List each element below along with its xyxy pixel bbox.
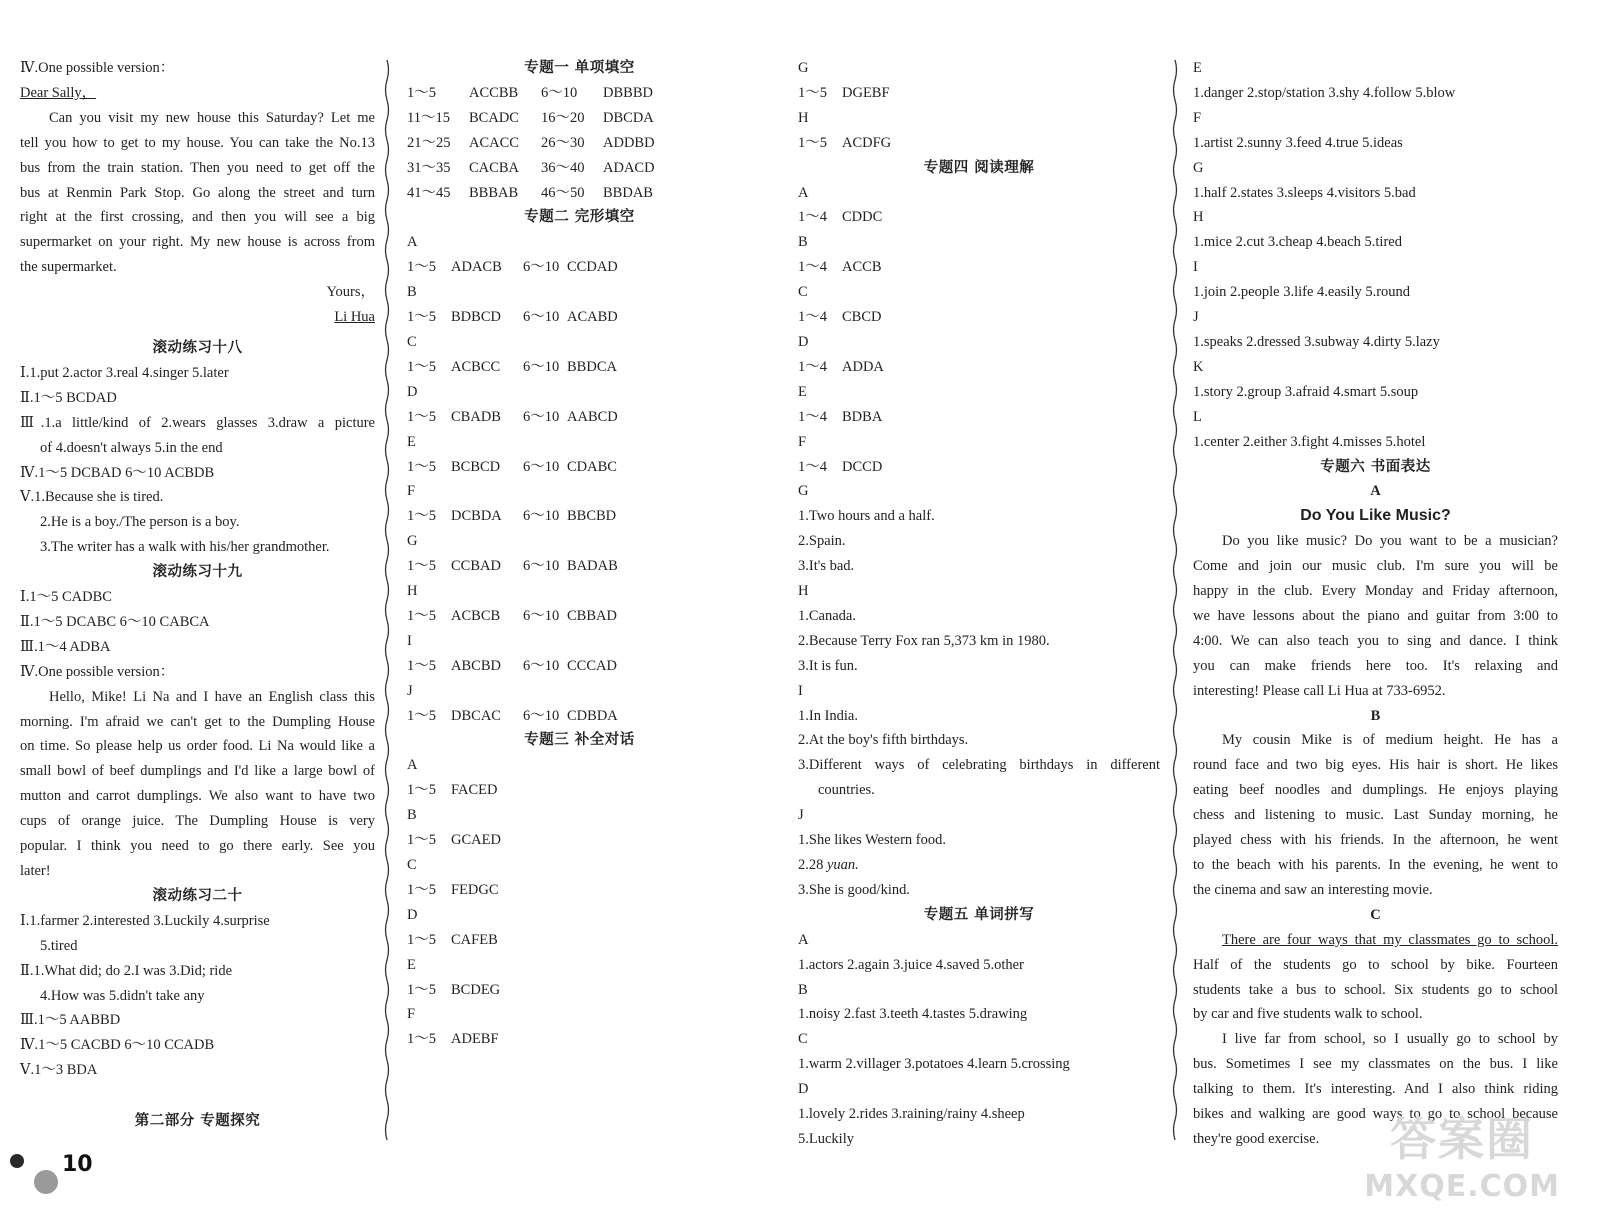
answer-row [798, 355, 1160, 380]
section-label: D [798, 333, 809, 350]
answer-cell: 1～4 [798, 259, 827, 276]
page-number: 10 [62, 1152, 93, 1177]
answer-cell: BBBAB [469, 184, 519, 201]
ex18-line: Ⅰ.1.put 2.actor 3.real 4.singer 5.later [20, 364, 229, 381]
answer-cell: 11～15 [407, 109, 450, 126]
ex19-para-line: small bowl of beef dumplings and I'd like a large bowl of [20, 763, 375, 780]
essay-line: the cinema and saw an interesting movie. [1193, 881, 1433, 898]
answer-cell: CDABC [567, 458, 617, 475]
answer-line: 1.warm 2.villager 3.potatoes 4.learn 5.crossing [798, 1056, 1070, 1073]
answer-line: 1.story 2.group 3.afraid 4.smart 5.soup [1193, 383, 1419, 400]
answer-cell: 1～5 [407, 1031, 436, 1048]
ex18-line: Ⅳ.1～5 DCBAD 6～10 ACBDB [20, 464, 215, 481]
ex19-para-line: popular. I think you need to go there early. See you [20, 838, 375, 855]
answer-cell: ADACD [603, 159, 655, 176]
section-label: A [1370, 483, 1381, 500]
part2-title: 第二部分 专题探究 [134, 1113, 261, 1130]
answer-cell: ACABD [567, 309, 618, 326]
answer-cell: 6～10 [523, 607, 560, 624]
answer-cell: DBCDA [603, 109, 654, 126]
ex18-line: Ⅱ.1～5 BCDAD [20, 389, 117, 406]
section-label: H [798, 583, 809, 600]
ex20-line: Ⅱ.1.What did; do 2.I was 3.Did; ride [20, 962, 233, 979]
watermark: 答案圈 MXQE.COM [1364, 1112, 1560, 1204]
section-label: F [407, 1006, 416, 1023]
ex19-line: Ⅰ.1～5 CADBC [20, 589, 112, 606]
answer-row [407, 305, 752, 330]
answer-cell: BCADC [469, 109, 519, 126]
answer-cell: DBCAC [451, 707, 501, 724]
answer-cell: 21～25 [407, 134, 451, 151]
answer-row [407, 455, 752, 480]
column-2 [407, 56, 752, 1052]
section-label: C [407, 333, 417, 350]
section-label: B [407, 807, 417, 824]
essay-line: by car and five students walk to school. [1193, 1006, 1423, 1023]
answer-row [407, 106, 752, 131]
ex20-line: 5.tired [40, 937, 78, 954]
answer-cell: FEDGC [451, 881, 499, 898]
answer-row [407, 131, 752, 156]
essay-a-title: Do You Like Music? [1300, 507, 1451, 525]
answer-row [407, 554, 752, 579]
essay-line: talking to them. It's interesting. And I also think riding [1193, 1081, 1558, 1098]
answer-cell: 1～4 [798, 309, 827, 326]
answer-row [798, 305, 1160, 330]
answer-line: countries. [818, 782, 875, 799]
answer-cell: BDBA [842, 408, 883, 425]
essay-line: bus. Sometimes I see my classmates on the bus. I like [1193, 1056, 1558, 1073]
answer-cell: 1～5 [407, 782, 436, 799]
answer-row [407, 405, 752, 430]
answer-row [407, 255, 752, 280]
column-4 [1193, 56, 1558, 1152]
section-label: K [1193, 358, 1204, 375]
ex19-para-line: mutton and carrot dumplings. We also want to have two [20, 788, 375, 805]
answer-cell: 1～5 [407, 84, 436, 101]
answer-cell: BBCBD [567, 508, 617, 525]
section-label: E [407, 433, 416, 450]
answer-cell: 1～4 [798, 358, 827, 375]
answer-cell: CACBA [469, 159, 519, 176]
section-label: H [407, 583, 418, 600]
answer-line: 2.Spain. [798, 533, 846, 550]
answer-cell: CDDC [842, 209, 883, 226]
section-label: F [1193, 109, 1202, 126]
answer-line: 1.Two hours and a half. [798, 508, 935, 525]
answer-line: 1.half 2.states 3.sleeps 4.visitors 5.bad [1193, 184, 1416, 201]
answer-line: 3.It is fun. [798, 657, 858, 674]
topic6-title: 专题六 书面表达 [1320, 458, 1431, 475]
answer-cell: CDBDA [567, 707, 618, 724]
answer-line: 3.It's bad. [798, 558, 855, 575]
essay-line: 4:00. We can also teach you to sing and dance. I think [1193, 632, 1558, 649]
answer-cell: CCBAD [451, 558, 501, 575]
answer-cell: ADEBF [451, 1031, 499, 1048]
answer-cell: GCAED [451, 832, 501, 849]
answer-line: 2.At the boy's fifth birthdays. [798, 732, 969, 749]
answer-row [798, 455, 1160, 480]
answer-row [407, 778, 752, 803]
section-label: I [407, 632, 412, 649]
answer-cell: CBADB [451, 408, 501, 425]
answer-cell: FACED [451, 782, 498, 799]
section-label: L [1193, 408, 1202, 425]
answer-line: 1.lovely 2.rides 3.raining/rainy 4.sheep [798, 1106, 1025, 1123]
letter-line: supermarket on your right. My new house is across from [20, 234, 375, 251]
answer-row [407, 504, 752, 529]
essay-line: happy in the club. Every Monday and Friday afternoon, [1193, 583, 1558, 600]
answer-cell: BDBCD [451, 309, 501, 326]
section-label: C [798, 284, 808, 301]
letter-line: Can you visit my new house this Saturday? Let me [49, 109, 375, 126]
letter-line: right at the first crossing, and then you will see a big [20, 209, 375, 226]
section-label: G [798, 483, 809, 500]
answer-cell: 6～10 [523, 508, 560, 525]
answer-line: 1.join 2.people 3.life 4.easily 5.round [1193, 284, 1411, 301]
answer-cell: 1～5 [407, 657, 436, 674]
answer-row [798, 131, 1160, 156]
section-label: G [798, 60, 809, 76]
column-3 [798, 56, 1160, 1152]
answer-row [407, 878, 752, 903]
yuan-text: yuan. [827, 857, 859, 873]
topic3-title: 专题三 补全对话 [524, 732, 635, 749]
section-label: B [798, 234, 808, 251]
ex20-line: 4.How was 5.didn't take any [40, 987, 205, 1004]
answer-cell: DBBBD [603, 84, 653, 101]
essay-line: There are four ways that my classmates go to school. [1222, 931, 1558, 948]
answer-row [798, 405, 1160, 430]
iv-title: Ⅳ.One possible version： [20, 60, 175, 76]
column-divider-2 [1172, 60, 1178, 1145]
answer-cell: 1～5 [798, 84, 827, 101]
section-label: B [407, 284, 417, 301]
answer-cell: ACCBB [469, 84, 519, 101]
answer-cell: CAFEB [451, 931, 498, 948]
answer-cell: 1～5 [407, 259, 436, 276]
letter-line: bus from the train station. Then you need to get off the [20, 159, 375, 176]
ex18-line: Ⅲ.1.a little/kind of 2.wears glasses 3.draw a picture [20, 414, 375, 431]
answer-row [798, 81, 1160, 106]
answer-cell: 6～10 [523, 558, 560, 575]
section-label: B [798, 981, 808, 998]
topic4-title: 专题四 阅读理解 [923, 159, 1035, 176]
answer-cell: 1～5 [407, 707, 436, 724]
answer-cell: 6～10 [523, 707, 560, 724]
ex20-line: Ⅴ.1～3 BDA [20, 1062, 98, 1079]
answer-line: 1.actors 2.again 3.juice 4.saved 5.other [798, 956, 1024, 973]
essay-line: eating beef noodles and dumplings. He enjoys playing [1193, 782, 1558, 799]
answer-cell: DCBDA [451, 508, 502, 525]
answer-cell: DCCD [842, 458, 883, 475]
essay-line: Half of the students go to school by bike. Fourteen [1193, 956, 1558, 973]
answer-cell: ACBCB [451, 607, 501, 624]
answer-cell: 6～10 [541, 84, 578, 101]
answer-cell: 6～10 [523, 657, 560, 674]
section-label: F [407, 483, 416, 500]
answer-cell: 1～4 [798, 209, 827, 226]
answer-cell: ADACB [451, 259, 502, 276]
answer-line: 1.She likes Western food. [798, 832, 946, 849]
answer-cell: 1～5 [407, 832, 436, 849]
answer-cell: CBCD [842, 309, 882, 326]
answer-row [407, 1027, 752, 1052]
answer-cell: 16～20 [541, 109, 585, 126]
ex18-title: 滚动练习十八 [152, 339, 243, 356]
answer-cell: DGEBF [842, 84, 890, 101]
essay-line: Come and join our music club. I'm sure you will be [1193, 558, 1558, 575]
answer-cell: ADDBD [603, 134, 655, 151]
ex19-title: 滚动练习十九 [152, 564, 243, 581]
answer-cell: 46～50 [541, 184, 585, 201]
answer-cell: AABCD [567, 408, 618, 425]
answer-cell: 1～5 [407, 881, 436, 898]
ex18-line: Ⅴ.1.Because she is tired. [20, 489, 164, 506]
section-label: H [798, 109, 809, 126]
ex18-line: of 4.doesn't always 5.in the end [40, 439, 223, 456]
topic1-title: 专题一 单项填空 [524, 60, 635, 76]
column-1 [20, 56, 375, 1134]
section-label: J [1193, 309, 1199, 326]
section-label: I [798, 682, 803, 699]
ex19-para-line: later! [20, 863, 51, 879]
section-label: G [407, 533, 418, 550]
letter-line: tell you how to get to my house. You can take the No.13 [20, 134, 375, 151]
answer-cell: CCCAD [567, 657, 617, 674]
answer-cell: ABCBD [451, 657, 501, 674]
section-label: A [798, 931, 809, 948]
essay-line: bikes and walking are good ways to go to school because [1193, 1106, 1558, 1123]
letter-line: the supermarket. [20, 259, 117, 276]
answer-cell: 41～45 [407, 184, 451, 201]
section-label: F [798, 433, 807, 450]
answer-line: 5.Luckily [798, 1130, 854, 1147]
answer-cell: 6～10 [523, 408, 560, 425]
ex20-title: 滚动练习二十 [152, 887, 243, 904]
section-label: D [407, 906, 418, 923]
answer-cell: ADDA [842, 358, 884, 375]
answer-row [407, 704, 752, 729]
letter-signature: Li Hua [334, 309, 375, 326]
answer-cell: BCBCD [451, 458, 501, 475]
section-label: J [407, 682, 413, 699]
section-label: C [798, 1031, 808, 1048]
letter-greeting: Dear Sally， [20, 84, 97, 101]
answer-cell: 6～10 [523, 458, 560, 475]
ex19-line: Ⅲ.1～4 ADBA [20, 638, 111, 655]
answer-line: 1.Canada. [798, 607, 856, 624]
essay-line: I live far from school, so I usually go to school by [1222, 1031, 1558, 1048]
answer-line: 1.In India. [798, 707, 858, 724]
answer-cell: ACACC [469, 134, 519, 151]
ex20-line: Ⅲ.1～5 AABBD [20, 1012, 121, 1029]
answer-cell: 1～5 [407, 309, 436, 326]
topic5-title: 专题五 单词拼写 [923, 906, 1035, 923]
answer-row [407, 81, 752, 106]
section-label: D [407, 383, 418, 400]
page-circle-icon [34, 1170, 58, 1194]
essay-line: Do you like music? Do you want to be a musician? [1222, 533, 1558, 550]
letter-closing: Yours， [326, 284, 375, 301]
answer-cell: BADAB [567, 558, 618, 575]
ex19-line: Ⅱ.1～5 DCABC 6～10 CABCA [20, 613, 210, 630]
topic2-title: 专题二 完形填空 [524, 209, 635, 226]
ex19-line: Ⅳ.One possible version： [20, 663, 175, 680]
answer-row [407, 604, 752, 629]
column-divider-1 [384, 60, 390, 1145]
essay-line: chess and listening to music. Last Sunday morning, he [1193, 807, 1558, 824]
answer-line: 1.noisy 2.fast 3.teeth 4.tastes 5.drawing [798, 1006, 1028, 1023]
section-label: E [1193, 60, 1202, 76]
answer-line: 1.speaks 2.dressed 3.subway 4.dirty 5.lazy [1193, 333, 1440, 350]
answer-cell: 31～35 [407, 159, 451, 176]
answer-row [407, 181, 752, 206]
answer-line: 2.28 yuan. [798, 857, 859, 873]
section-label: B [1370, 707, 1381, 724]
essay-line: students take a bus to school. Six students go to school [1193, 981, 1558, 998]
essay-line: interesting! Please call Li Hua at 733-6952. [1193, 682, 1446, 699]
ex19-para-line: on time. So please help us order food. Li Na would like a [20, 738, 375, 755]
answer-row [407, 928, 752, 953]
answer-cell: 26～30 [541, 134, 585, 151]
answer-row [407, 654, 752, 679]
ex19-para-line: Hello, Mike! Li Na and I have an English class this [49, 688, 375, 705]
section-label: J [798, 807, 804, 824]
answer-line: 1.danger 2.stop/station 3.shy 4.follow 5.blow [1193, 84, 1456, 101]
section-label: A [798, 184, 809, 201]
letter-line: bus at Renmin Park Stop. Go along the street and turn [20, 184, 375, 201]
answer-row [798, 205, 1160, 230]
answer-cell: 1～5 [407, 358, 436, 375]
answer-cell: 1～5 [798, 134, 827, 151]
answer-cell: CBBAD [567, 607, 617, 624]
answer-cell: 1～4 [798, 458, 827, 475]
answer-cell: CCDAD [567, 259, 618, 276]
answer-cell: BCDEG [451, 981, 501, 998]
answer-cell: 36～40 [541, 159, 585, 176]
answer-line: 1.artist 2.sunny 3.feed 4.true 5.ideas [1193, 134, 1403, 151]
answer-cell: 1～5 [407, 981, 436, 998]
answer-line: 1.center 2.either 3.fight 4.misses 5.hotel [1193, 433, 1426, 450]
ex18-line: 3.The writer has a walk with his/her grandmother. [40, 539, 330, 556]
answer-cell: 1～5 [407, 508, 436, 525]
section-label: I [1193, 259, 1198, 276]
ex18-line: 2.He is a boy./The person is a boy. [40, 514, 240, 531]
essay-line: round face and two big eyes. His hair is short. He likes [1193, 757, 1558, 774]
answer-cell: 1～5 [407, 408, 436, 425]
section-label: C [1370, 906, 1381, 923]
answer-row [407, 828, 752, 853]
section-label: H [1193, 209, 1204, 226]
section-label: E [798, 383, 807, 400]
essay-line: we have lessons about the piano and guitar from 3:00 to [1193, 607, 1558, 624]
answer-row [407, 978, 752, 1003]
answer-cell: 6～10 [523, 358, 560, 375]
answer-cell: 1～5 [407, 931, 436, 948]
answer-cell: ACBCC [451, 358, 501, 375]
answer-cell: BBDCA [567, 358, 617, 375]
answer-line: 2.Because Terry Fox ran 5,373 km in 1980. [798, 632, 1050, 649]
answer-row [798, 255, 1160, 280]
answer-cell: 1～4 [798, 408, 827, 425]
answer-line: 3.She is good/kind. [798, 881, 910, 898]
page-dot-icon [10, 1154, 24, 1168]
answer-cell: 6～10 [523, 259, 560, 276]
ex20-line: Ⅳ.1～5 CACBD 6～10 CCADB [20, 1037, 215, 1054]
section-label: A [407, 234, 418, 251]
section-label: C [407, 857, 417, 873]
essay-line: you can make friends here too. It's relaxing and [1193, 657, 1558, 674]
section-label: A [407, 757, 418, 774]
essay-line: My cousin Mike is of medium height. He has a [1222, 732, 1558, 749]
answer-cell: BBDAB [603, 184, 653, 201]
answer-cell: ACCB [842, 259, 882, 276]
answer-line: 3.Different ways of celebrating birthdays in different [798, 757, 1160, 774]
essay-line: to the beach with his parents. In the evening, he went to [1193, 857, 1558, 873]
answer-cell: 1～5 [407, 558, 436, 575]
answer-row [407, 355, 752, 380]
ex19-para-line: morning. I'm afraid we can't get to the Dumpling House [20, 713, 375, 730]
ex19-para-line: cups of orange juice. The Dumpling House is very [20, 813, 375, 830]
essay-line: played chess with his friends. In the afternoon, he went [1193, 832, 1558, 849]
answer-cell: 6～10 [523, 309, 560, 326]
answer-cell: ACDFG [842, 134, 892, 151]
section-label: E [407, 956, 416, 973]
answer-row [407, 156, 752, 181]
section-label: D [798, 1081, 809, 1098]
essay-line: they're good exercise. [1193, 1130, 1320, 1147]
section-label: G [1193, 159, 1204, 176]
ex20-line: Ⅰ.1.farmer 2.interested 3.Luckily 4.surprise [20, 912, 270, 929]
answer-cell: 1～5 [407, 607, 436, 624]
answer-cell: 1～5 [407, 458, 436, 475]
answer-line: 1.mice 2.cut 3.cheap 4.beach 5.tired [1193, 234, 1402, 251]
